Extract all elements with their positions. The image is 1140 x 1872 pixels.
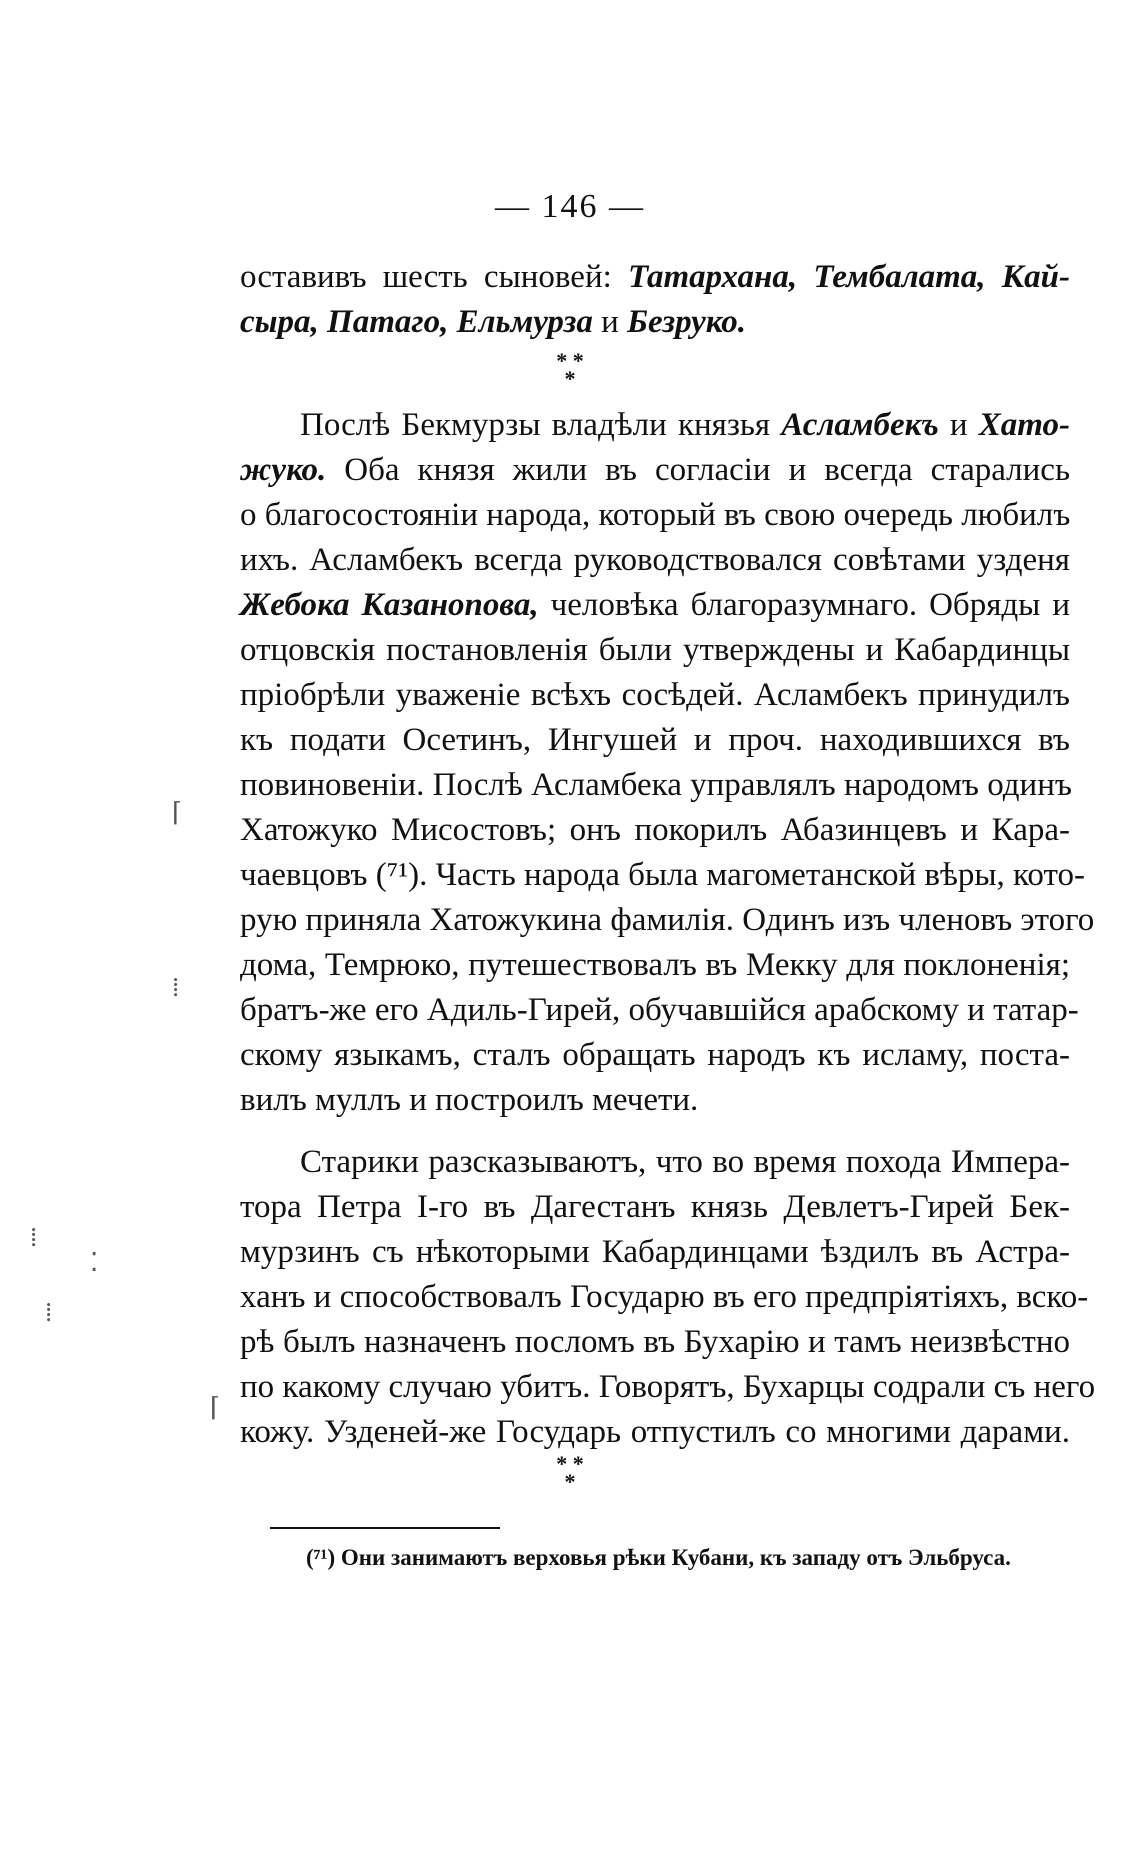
text-line xyxy=(240,448,1070,492)
text-line: отцовскія постановленія были утверждены и Кабардинцы xyxy=(240,632,1070,668)
text-line: пріобрѣли уваженіе всѣхъ сосѣдей. Асламбекъ принудилъ xyxy=(240,677,1070,713)
italic-name: сыра, xyxy=(240,304,319,340)
section-stars xyxy=(0,348,1140,391)
text-line: ханъ и способствовалъ Государю въ его предпріятіяхъ, вско- xyxy=(240,1279,1089,1315)
text-run: и xyxy=(949,407,968,443)
stars-top: * * xyxy=(556,348,584,373)
italic-name: Патаго, xyxy=(327,304,449,340)
text-run: Оба князя жили въ согласіи и всегда старались xyxy=(344,452,1070,488)
text-line: Хатожуко Мисостовъ; онъ покорилъ Абазинцевъ и Кара- xyxy=(240,812,1070,848)
stars-bottom: * xyxy=(564,366,576,391)
footnote-rule xyxy=(270,1527,500,1529)
section-stars xyxy=(0,1451,1140,1494)
margin-mark: ⁞ xyxy=(172,973,180,1002)
stars-top: * * xyxy=(556,1451,584,1476)
text-line: тора Петра І-го въ Дагестанъ князь Девлетъ-Гирей Бек- xyxy=(240,1189,1070,1225)
italic-name: жуко. xyxy=(240,452,327,488)
margin-mark: ⌈ xyxy=(210,1393,221,1422)
text-line: кожу. Узденей-же Государь отпустилъ со многими дарами. xyxy=(240,1414,1070,1450)
margin-mark: ⁚ xyxy=(90,1248,99,1277)
text-line: къ подати Осетинъ, Ингушей и проч. находившихся въ xyxy=(240,722,1070,758)
text-line: о благосостояніи народа, который въ свою очередь любилъ xyxy=(240,497,1071,533)
italic-name: Кай- xyxy=(1001,259,1070,295)
text-line: чаевцовъ (⁷¹). Часть народа была магометанской вѣры, кото- xyxy=(240,857,1085,893)
text-line: дома, Темрюко, путешествовалъ въ Мекку для поклоненія; xyxy=(240,947,1070,983)
italic-name: Асламбекъ xyxy=(781,407,939,443)
text-line: ихъ. Асламбекъ всегда руководствовался совѣтами узденя xyxy=(240,542,1070,578)
text-line xyxy=(240,300,1070,344)
italic-name: Ельмурза xyxy=(456,304,593,340)
italic-name: Безруко. xyxy=(627,304,747,340)
text-line: мурзинъ съ нѣкоторыми Кабардинцами ѣздилъ въ Астра- xyxy=(240,1234,1070,1270)
italic-name: Татархана, xyxy=(628,259,798,295)
text-line: вилъ муллъ и построилъ мечети. xyxy=(240,1082,699,1118)
italic-name: Хато- xyxy=(978,407,1071,443)
margin-mark: ⁞ xyxy=(30,1223,38,1252)
footnote: (⁷¹) Они занимаютъ верховья рѣки Кубани, къ западу отъ Эльбруса. xyxy=(306,1545,1011,1570)
text-line xyxy=(240,255,1070,299)
stars-bottom: * xyxy=(564,1469,576,1494)
text-line: братъ-же его Адиль-Гирей, обучавшійся арабскому и татар- xyxy=(240,992,1079,1028)
text-run: оставивъ шесть сыновей: xyxy=(240,259,612,295)
text-line: повиновеніи. Послѣ Асламбека управлялъ народомъ одинъ xyxy=(240,767,1072,803)
text-run: и xyxy=(601,304,619,340)
text-run: Послѣ Бекмурзы владѣли князья xyxy=(300,407,771,443)
margin-mark: ⌈ xyxy=(172,798,183,827)
text-line: рую приняла Хатожукина фамилія. Одинъ изъ членовъ этого xyxy=(240,902,1095,938)
page-number: — 146 — xyxy=(495,188,645,225)
text-line xyxy=(240,583,1070,627)
text-run: человѣка благоразумнаго. Обряды и xyxy=(550,587,1071,623)
italic-name: Жебока Казанопова, xyxy=(240,587,539,623)
text-line: скому языкамъ, сталъ обращать народъ къ исламу, поста- xyxy=(240,1037,1070,1073)
italic-name: Тембалата, xyxy=(813,259,986,295)
text-line: Старики разсказываютъ, что во время похода Импера- xyxy=(300,1144,1070,1180)
text-line: по какому случаю убитъ. Говорятъ, Бухарцы содрали съ него xyxy=(240,1369,1096,1405)
text-line xyxy=(300,403,1070,447)
margin-mark: ⁞ xyxy=(45,1298,53,1327)
text-line: рѣ былъ назначенъ посломъ въ Бухарію и тамъ неизвѣстно xyxy=(240,1324,1070,1360)
